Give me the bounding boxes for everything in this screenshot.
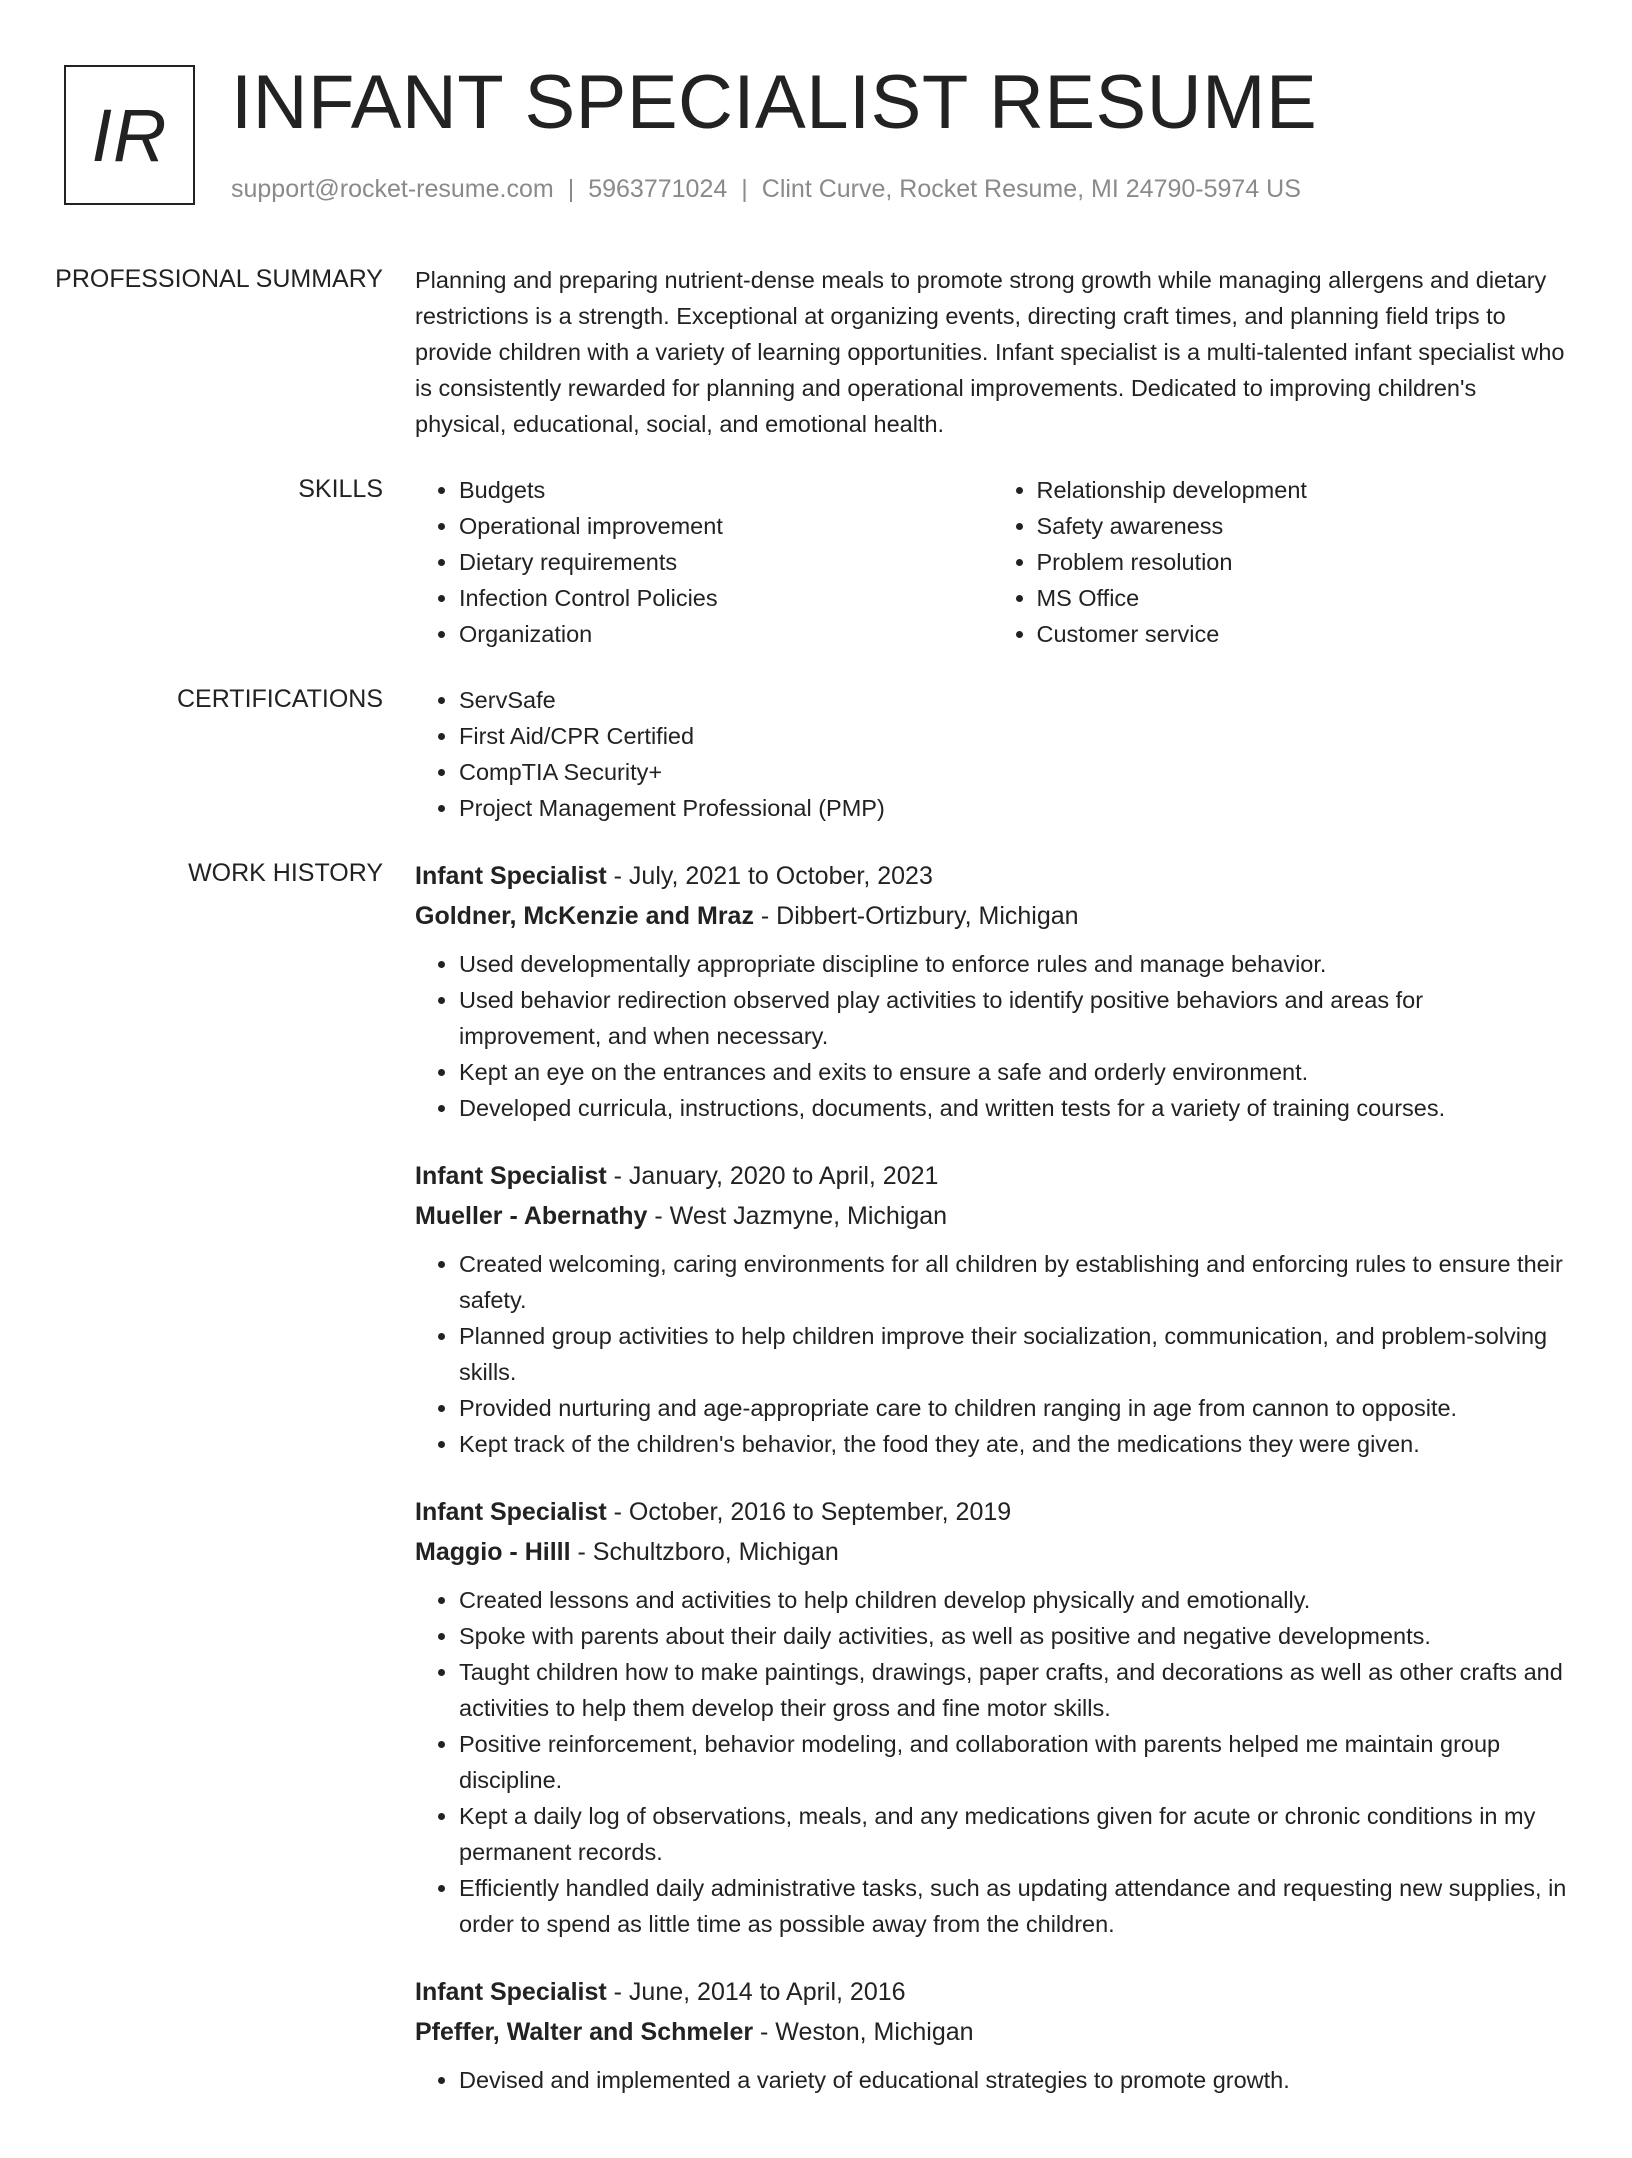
- job-title-line: [415, 1156, 1570, 1196]
- skill-item: • Safety awareness: [1037, 508, 1571, 544]
- job-title: Infant Specialist: [415, 1978, 607, 2006]
- job-title: Infant Specialist: [415, 1162, 607, 1190]
- job-title: Infant Specialist: [415, 862, 607, 890]
- job-duty: • Provided nurturing and age-appropriate care to children ranging in age from cannon to opposite.: [459, 1390, 1570, 1426]
- skills-heading: SKILLS: [298, 475, 383, 503]
- job-duty: • Taught children how to make paintings, drawings, paper crafts, and decorations as well as other crafts and activities to help them develop their gross and fine motor skills.: [459, 1654, 1570, 1726]
- job-duties: [415, 946, 1570, 1126]
- skill-item: • Relationship development: [1037, 472, 1571, 508]
- job-duty: • Positive reinforcement, behavior modeling, and collaboration with parents helped me maintain group discipline.: [459, 1726, 1570, 1798]
- contact-phone: 5963771024: [588, 175, 728, 203]
- certifications-heading: CERTIFICATIONS: [176, 685, 383, 713]
- job-entry: [415, 1492, 1570, 1942]
- job-duty: • Planned group activities to help children improve their socialization, communication, and problem-solving skills.: [459, 1318, 1570, 1390]
- skill-item: • Dietary requirements: [459, 544, 993, 580]
- resume-body: [0, 262, 1632, 2158]
- job-dates: - October, 2016 to September, 2019: [606, 1498, 1012, 1526]
- job-title-line: [415, 1492, 1570, 1532]
- job-company: Maggio - Hilll: [415, 1538, 571, 1566]
- skill-item: • Problem resolution: [1037, 544, 1571, 580]
- job-duties: [415, 1582, 1570, 1942]
- skill-item: • Customer service: [1037, 616, 1571, 652]
- job-location: - West Jazmyne, Michigan: [647, 1202, 948, 1230]
- job-duty: • Spoke with parents about their daily activities, as well as positive and negative developments.: [459, 1618, 1570, 1654]
- job-employer-line: [415, 896, 1570, 936]
- job-duty: • Kept an eye on the entrances and exits to ensure a safe and orderly environment.: [459, 1054, 1570, 1090]
- job-entry: [415, 1156, 1570, 1462]
- job-location: - Schultzboro, Michigan: [570, 1538, 839, 1566]
- job-duty: • Devised and implemented a variety of educational strategies to promote growth.: [459, 2062, 1570, 2098]
- skill-item: • Operational improvement: [459, 508, 993, 544]
- job-company: Mueller - Abernathy: [415, 1202, 648, 1230]
- contact-line: [231, 175, 1301, 204]
- contact-email: support@rocket-resume.com: [231, 175, 554, 203]
- job-duty: • Developed curricula, instructions, documents, and written tests for a variety of training courses.: [459, 1090, 1570, 1126]
- job-duty: • Kept track of the children's behavior, the food they ate, and the medications they were given.: [459, 1426, 1570, 1462]
- job-company: Goldner, McKenzie and Mraz: [415, 902, 754, 930]
- certifications-list: [415, 682, 1570, 826]
- summary-text: Planning and preparing nutrient-dense meals to promote strong growth while managing allergens and dietary restrictions is a strength. Exceptional at organizing events, directing craft times, and planning field trips to provide children with a variety of learning opportunities. Infant specialist is a multi-talented infant specialist who is consistently rewarded for planning and operational improvements. Dedicated to improving children's physical, educational, social, and emotional health.: [415, 267, 1565, 437]
- job-dates: - June, 2014 to April, 2016: [606, 1978, 906, 2006]
- job-employer-line: [415, 1532, 1570, 1572]
- job-entry: [415, 1972, 1570, 2098]
- skills-section: [0, 472, 1632, 652]
- job-duty: • Created lessons and activities to help children develop physically and emotionally.: [459, 1582, 1570, 1618]
- skill-item: • Organization: [459, 616, 993, 652]
- summary-heading: PROFESSIONAL SUMMARY: [55, 265, 383, 293]
- summary-section: [0, 262, 1632, 442]
- contact-separator: |: [741, 175, 748, 203]
- skills-list-left: [415, 472, 993, 652]
- skills-list-right: [993, 472, 1571, 652]
- job-title-line: [415, 1972, 1570, 2012]
- skill-item: • Infection Control Policies: [459, 580, 993, 616]
- job-dates: - July, 2021 to October, 2023: [606, 862, 933, 890]
- job-company: Pfeffer, Walter and Schmeler: [415, 2018, 754, 2046]
- skill-item: • MS Office: [1037, 580, 1571, 616]
- job-duty: • Used developmentally appropriate discipline to enforce rules and manage behavior.: [459, 946, 1570, 982]
- contact-address: Clint Curve, Rocket Resume, MI 24790-5974 US: [761, 175, 1301, 203]
- skill-item: • Budgets: [459, 472, 993, 508]
- job-duty: • Kept a daily log of observations, meals, and any medications given for acute or chronic conditions in my permanent records.: [459, 1798, 1570, 1870]
- job-title: Infant Specialist: [415, 1498, 607, 1526]
- contact-separator: |: [567, 175, 575, 203]
- job-title-line: [415, 856, 1570, 896]
- certification-item: • Project Management Professional (PMP): [459, 790, 1570, 826]
- job-duty: • Used behavior redirection observed play activities to identify positive behaviors and areas for improvement, and when necessary.: [459, 982, 1570, 1054]
- job-duty: • Efficiently handled daily administrative tasks, such as updating attendance and requesting new supplies, in order to spend as little time as possible away from the children.: [459, 1870, 1570, 1942]
- certifications-section: [0, 682, 1632, 826]
- job-entry: [415, 856, 1570, 1126]
- job-location: - Dibbert-Ortizbury, Michigan: [753, 902, 1079, 930]
- certification-item: • ServSafe: [459, 682, 1570, 718]
- job-employer-line: [415, 1196, 1570, 1236]
- work-history-section: [0, 856, 1632, 2128]
- certification-item: • CompTIA Security+: [459, 754, 1570, 790]
- job-duties: [415, 2062, 1570, 2098]
- job-dates: - January, 2020 to April, 2021: [606, 1162, 939, 1190]
- certification-item: • First Aid/CPR Certified: [459, 718, 1570, 754]
- job-duties: [415, 1246, 1570, 1462]
- work-history-heading: WORK HISTORY: [188, 859, 383, 887]
- job-employer-line: [415, 2012, 1570, 2052]
- monogram-badge: IR: [64, 65, 195, 205]
- job-duty: • Created welcoming, caring environments for all children by establishing and enforcing rules to ensure their safety.: [459, 1246, 1570, 1318]
- job-location: - Weston, Michigan: [753, 2018, 974, 2046]
- resume-title: INFANT SPECIALIST RESUME: [231, 60, 1318, 145]
